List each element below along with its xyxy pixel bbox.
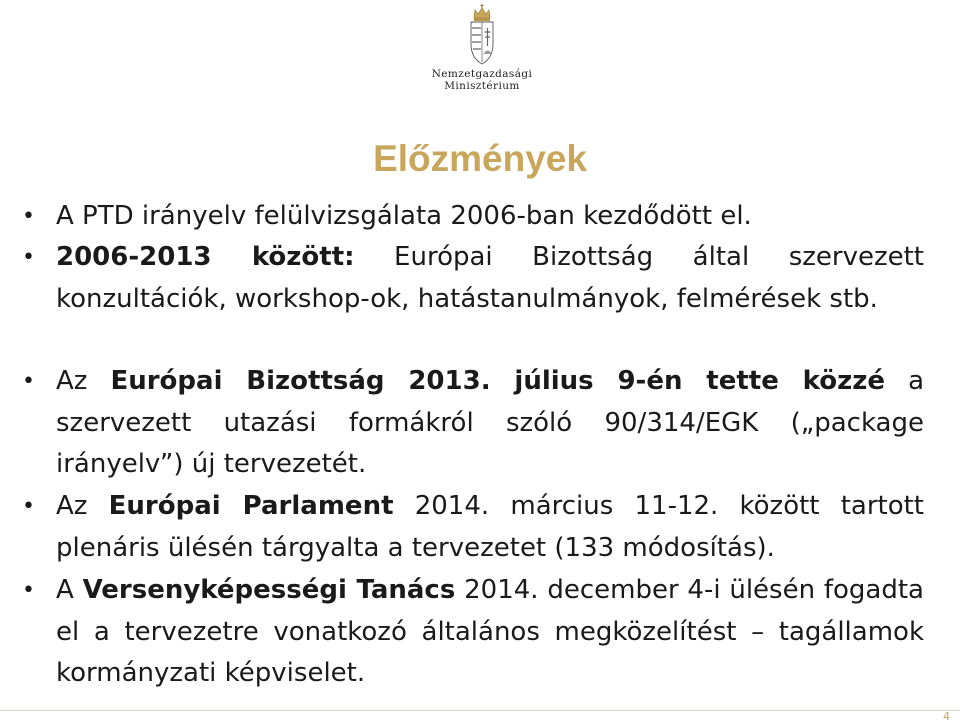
bullet-3-emphasis: Európai Bizottság 2013. július 9-én tette közzé xyxy=(110,366,886,396)
bullet-3-lead: Az xyxy=(56,366,111,396)
bullet-5-lead: A xyxy=(56,575,83,605)
bullet-4-lead: Az xyxy=(56,491,109,521)
bullet-item-2 xyxy=(56,237,924,320)
slide-title: Előzmények xyxy=(373,138,587,179)
bullet-1-text: A PTD irányelv felülvizsgálata 2006-ban kezdődött el. xyxy=(56,201,752,231)
logo-line-2: Minisztérium xyxy=(444,80,520,92)
bullet-item-3 xyxy=(56,361,924,486)
logo-line-1: Nemzetgazdasági xyxy=(431,68,533,80)
coat-of-arms-icon xyxy=(467,4,497,66)
bullet-4-emphasis: Európai Parlament xyxy=(108,491,394,521)
bullet-5-emphasis: Versenyképességi Tanács xyxy=(82,575,456,605)
footer-divider xyxy=(0,710,960,711)
bullet-2-text: Európai Bizottság által szervezett konzultációk, workshop-ok, hatástanulmányok, felmérések stb. xyxy=(56,242,924,314)
bullet-item-4 xyxy=(56,486,924,569)
bullet-3-text: a szervezett utazási formákról szóló 90/314/EGK („package irányelv”) új tervezetét. xyxy=(56,366,924,479)
bullet-2-date-range: 2006-2013 között: xyxy=(56,242,355,272)
bullet-item-1 xyxy=(56,196,924,238)
bullet-4-text: 2014. március 11-12. között tartott plenáris ülésén tárgyalta a tervezetet (133 módosítás). xyxy=(56,491,925,563)
bullet-5-text: 2014. december 4-i ülésén fogadta el a tervezetre vonatkozó általános megközelítést – tagállamok kormányzati képviselet. xyxy=(56,575,924,688)
page-number: 4 xyxy=(943,710,950,723)
bullet-item-5 xyxy=(56,570,924,695)
ministry-logo xyxy=(412,4,552,100)
